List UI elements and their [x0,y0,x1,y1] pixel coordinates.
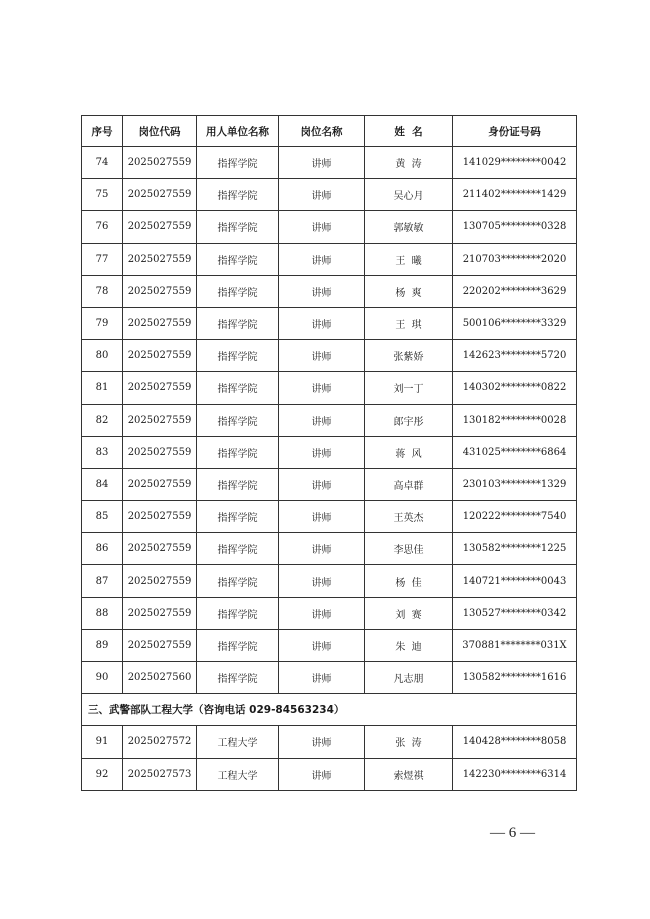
cell-employer: 指挥学院 [197,662,279,694]
cell-post-name: 讲师 [279,307,365,339]
cell-post-code: 2025027559 [123,243,197,275]
cell-employer: 指挥学院 [197,501,279,533]
cell-name: 黄 涛 [365,147,453,179]
cell-post-code: 2025027559 [123,468,197,500]
cell-post-code: 2025027559 [123,307,197,339]
table-header-row [82,116,577,147]
cell-post-code: 2025027559 [123,211,197,243]
table-row [82,372,577,404]
cell-post-name: 讲师 [279,436,365,468]
cell-name: 蒋 风 [365,436,453,468]
cell-id-number: 130582********1616 [453,662,577,694]
cell-post-name: 讲师 [279,533,365,565]
cell-post-code: 2025027559 [123,565,197,597]
cell-id-number: 211402********1429 [453,179,577,211]
cell-employer: 指挥学院 [197,468,279,500]
cell-index: 74 [82,147,123,179]
table-row [82,597,577,629]
cell-employer: 指挥学院 [197,436,279,468]
header-id-number: 身份证号码 [453,116,577,147]
cell-employer: 指挥学院 [197,275,279,307]
table-row [82,468,577,500]
cell-post-name: 讲师 [279,758,365,790]
cell-post-code: 2025027559 [123,404,197,436]
cell-post-name: 讲师 [279,597,365,629]
cell-post-name: 讲师 [279,662,365,694]
cell-name: 索煜祺 [365,758,453,790]
cell-post-code: 2025027559 [123,501,197,533]
cell-employer: 工程大学 [197,726,279,758]
table-row [82,211,577,243]
cell-id-number: 130182********0028 [453,404,577,436]
table-body-commanders [82,147,577,694]
page-number: — 6 — [490,825,535,841]
cell-index: 90 [82,662,123,694]
cell-id-number: 130582********1225 [453,533,577,565]
cell-post-name: 讲师 [279,340,365,372]
cell-id-number: 142230********6314 [453,758,577,790]
cell-index: 77 [82,243,123,275]
table-row [82,565,577,597]
table-row [82,404,577,436]
cell-id-number: 130705********0328 [453,211,577,243]
header-name: 姓 名 [365,116,453,147]
cell-id-number: 141029********0042 [453,147,577,179]
cell-post-code: 2025027559 [123,629,197,661]
cell-id-number: 140721********0043 [453,565,577,597]
cell-index: 75 [82,179,123,211]
table-row [82,726,577,758]
header-employer: 用人单位名称 [197,116,279,147]
cell-post-code: 2025027560 [123,662,197,694]
cell-employer: 指挥学院 [197,404,279,436]
cell-name: 朱 迪 [365,629,453,661]
table-row [82,501,577,533]
cell-name: 郎宇彤 [365,404,453,436]
table-row [82,147,577,179]
cell-index: 79 [82,307,123,339]
header-index: 序号 [82,116,123,147]
cell-index: 87 [82,565,123,597]
cell-id-number: 140302********0822 [453,372,577,404]
table-body-engineering [82,726,577,790]
cell-id-number: 230103********1329 [453,468,577,500]
table-row [82,243,577,275]
cell-post-code: 2025027559 [123,597,197,629]
cell-employer: 指挥学院 [197,372,279,404]
cell-id-number: 210703********2020 [453,243,577,275]
cell-post-name: 讲师 [279,501,365,533]
cell-post-code: 2025027573 [123,758,197,790]
cell-index: 89 [82,629,123,661]
cell-index: 78 [82,275,123,307]
cell-index: 76 [82,211,123,243]
cell-post-name: 讲师 [279,404,365,436]
cell-name: 王英杰 [365,501,453,533]
table-row [82,307,577,339]
header-post-code: 岗位代码 [123,116,197,147]
cell-employer: 工程大学 [197,758,279,790]
cell-index: 81 [82,372,123,404]
cell-employer: 指挥学院 [197,179,279,211]
cell-index: 91 [82,726,123,758]
cell-index: 86 [82,533,123,565]
cell-name: 杨 爽 [365,275,453,307]
table-row [82,179,577,211]
cell-index: 84 [82,468,123,500]
cell-id-number: 370881********031X [453,629,577,661]
cell-post-code: 2025027559 [123,533,197,565]
cell-name: 李思佳 [365,533,453,565]
cell-post-name: 讲师 [279,726,365,758]
cell-post-name: 讲师 [279,147,365,179]
cell-name: 张紫娇 [365,340,453,372]
cell-employer: 指挥学院 [197,533,279,565]
cell-employer: 指挥学院 [197,307,279,339]
cell-id-number: 130527********0342 [453,597,577,629]
cell-employer: 指挥学院 [197,629,279,661]
cell-name: 王 琪 [365,307,453,339]
cell-employer: 指挥学院 [197,565,279,597]
cell-id-number: 500106********3329 [453,307,577,339]
cell-post-name: 讲师 [279,243,365,275]
cell-index: 80 [82,340,123,372]
cell-index: 83 [82,436,123,468]
cell-employer: 指挥学院 [197,147,279,179]
cell-post-code: 2025027559 [123,340,197,372]
cell-post-name: 讲师 [279,372,365,404]
table-row [82,758,577,790]
cell-post-name: 讲师 [279,565,365,597]
section-row [82,694,577,726]
cell-post-name: 讲师 [279,179,365,211]
cell-name: 刘一丁 [365,372,453,404]
cell-id-number: 142623********5720 [453,340,577,372]
cell-name: 刘 赛 [365,597,453,629]
cell-name: 张 涛 [365,726,453,758]
header-post-name: 岗位名称 [279,116,365,147]
cell-post-name: 讲师 [279,275,365,307]
cell-id-number: 431025********6864 [453,436,577,468]
cell-name: 凡志朋 [365,662,453,694]
cell-employer: 指挥学院 [197,243,279,275]
cell-post-name: 讲师 [279,211,365,243]
cell-index: 85 [82,501,123,533]
cell-index: 82 [82,404,123,436]
cell-employer: 指挥学院 [197,211,279,243]
table-row [82,275,577,307]
cell-post-name: 讲师 [279,468,365,500]
cell-index: 92 [82,758,123,790]
table-row [82,662,577,694]
cell-post-code: 2025027559 [123,275,197,307]
cell-id-number: 120222********7540 [453,501,577,533]
cell-id-number: 140428********8058 [453,726,577,758]
cell-post-code: 2025027559 [123,147,197,179]
table-row [82,340,577,372]
cell-post-name: 讲师 [279,629,365,661]
roster-table [81,115,577,791]
cell-name: 杨 佳 [365,565,453,597]
table-row [82,436,577,468]
cell-name: 高卓群 [365,468,453,500]
cell-id-number: 220202********3629 [453,275,577,307]
cell-name: 王 曦 [365,243,453,275]
cell-index: 88 [82,597,123,629]
cell-employer: 指挥学院 [197,597,279,629]
cell-post-code: 2025027572 [123,726,197,758]
cell-post-code: 2025027559 [123,372,197,404]
table-row [82,629,577,661]
cell-post-code: 2025027559 [123,179,197,211]
cell-post-code: 2025027559 [123,436,197,468]
cell-name: 郭敏敏 [365,211,453,243]
table-row [82,533,577,565]
cell-name: 吴心月 [365,179,453,211]
cell-employer: 指挥学院 [197,340,279,372]
section-title: 三、武警部队工程大学（咨询电话 029-84563234） [82,694,577,726]
